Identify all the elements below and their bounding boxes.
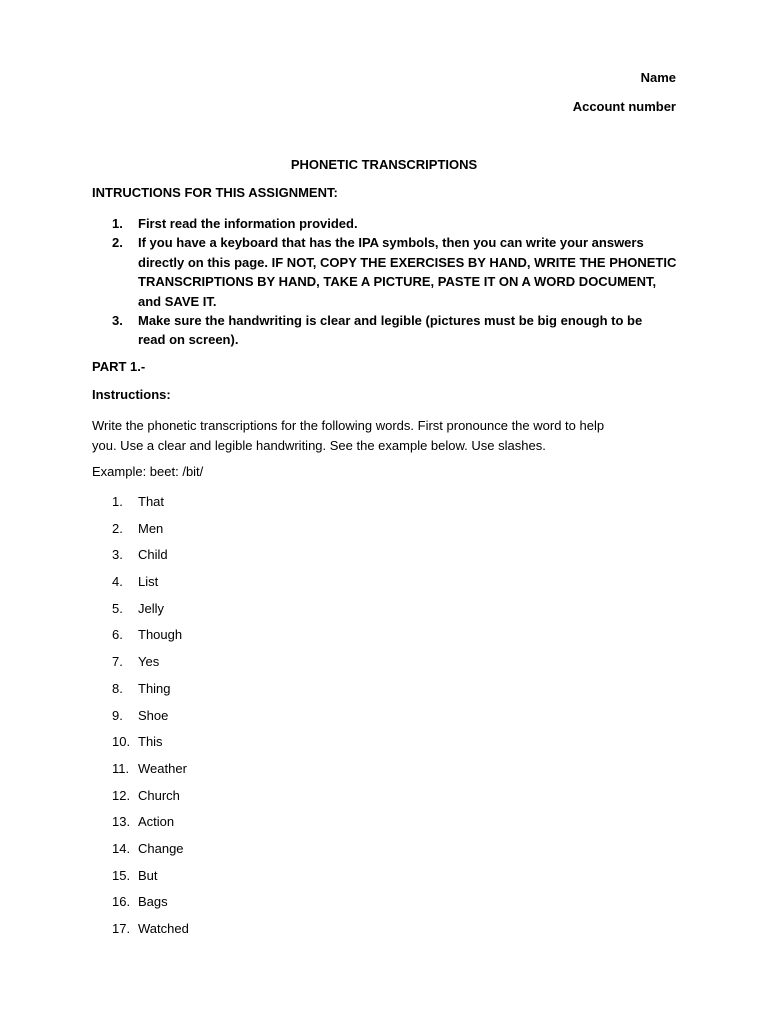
word-text: Child [138, 547, 168, 563]
word-list [92, 493, 189, 947]
word-text: Change [138, 840, 184, 856]
document-title: PHONETIC TRANSCRIPTIONS [290, 157, 478, 172]
word-text: Thing [138, 680, 171, 696]
word-item [92, 493, 189, 520]
word-item [92, 787, 189, 814]
word-number: 1. [112, 494, 123, 509]
word-text: List [138, 574, 159, 590]
word-text: That [138, 494, 165, 509]
word-number: 11. [112, 760, 130, 776]
word-number: 10. [112, 734, 131, 750]
assignment-step [92, 214, 682, 233]
word-text: Bags [138, 894, 168, 910]
part1-instructions-label: Instructions: [92, 387, 171, 402]
assignment-instructions-heading: INTRUCTIONS FOR THIS ASSIGNMENT: [92, 185, 338, 200]
part1-instructions-text [92, 416, 682, 456]
step-line: and SAVE IT. [138, 293, 217, 309]
word-item [92, 920, 189, 947]
word-item [92, 573, 189, 600]
part1-heading: PART 1.- [92, 359, 146, 374]
word-number: 13. [112, 814, 131, 830]
word-item [92, 600, 189, 627]
word-item [92, 813, 189, 840]
word-number: 16. [112, 894, 131, 910]
word-item [92, 733, 189, 760]
assignment-step [92, 233, 682, 311]
step-line: TRANSCRIPTIONS BY HAND, TAKE A PICTURE, PASTE IT ON A WORD DOCUMENT, [138, 274, 657, 290]
word-item [92, 546, 189, 573]
word-number: 8. [112, 680, 123, 696]
word-text: Shoe [138, 707, 169, 723]
word-text: Weather [138, 760, 187, 776]
word-text: This [138, 734, 163, 750]
word-text: Men [138, 520, 164, 536]
word-item [92, 867, 189, 894]
instructions-line: Write the phonetic transcriptions for the following words. First pronounce the word to help [92, 418, 605, 433]
word-number: 6. [112, 627, 123, 643]
word-text: Yes [138, 654, 160, 670]
word-item [92, 520, 189, 547]
step-line: Make sure the handwriting is clear and legible (pictures must be big enough to be [138, 313, 643, 329]
word-item [92, 893, 189, 920]
word-number: 9. [112, 707, 123, 723]
word-text: But [138, 867, 158, 883]
word-number: 4. [112, 574, 123, 590]
account-number-label: Account number [572, 99, 676, 114]
word-number: 14. [112, 840, 131, 856]
assignment-steps-list [92, 214, 682, 350]
step-number: 2. [112, 235, 123, 251]
word-text: Church [138, 787, 180, 803]
word-number: 5. [112, 600, 123, 616]
step-line: If you have a keyboard that has the IPA symbols, then you can write your answers [138, 235, 644, 251]
word-number: 12. [112, 787, 131, 803]
step-number: 3. [112, 313, 123, 329]
word-item [92, 760, 189, 787]
word-text: Watched [138, 921, 189, 936]
example-text: Example: beet: /bit/ [92, 464, 204, 479]
step-line: directly on this page. IF NOT, COPY THE EXERCISES BY HAND, WRITE THE PHONETIC [138, 254, 677, 270]
instructions-line: you. Use a clear and legible handwriting. See the example below. Use slashes. [92, 438, 546, 453]
step-line: read on screen). [138, 332, 239, 348]
word-item [92, 840, 189, 867]
step-line: First read the information provided. [138, 216, 358, 231]
word-item [92, 707, 189, 734]
word-number: 17. [112, 921, 131, 936]
name-label: Name [640, 70, 676, 85]
word-item [92, 626, 189, 653]
word-text: Action [138, 814, 175, 830]
word-text: Though [138, 627, 183, 643]
word-number: 2. [112, 520, 123, 536]
word-item [92, 653, 189, 680]
word-number: 7. [112, 654, 123, 670]
word-number: 15. [112, 867, 131, 883]
word-text: Jelly [138, 600, 165, 616]
step-number: 1. [112, 216, 123, 231]
word-item [92, 680, 189, 707]
assignment-step [92, 311, 682, 350]
word-number: 3. [112, 547, 123, 563]
